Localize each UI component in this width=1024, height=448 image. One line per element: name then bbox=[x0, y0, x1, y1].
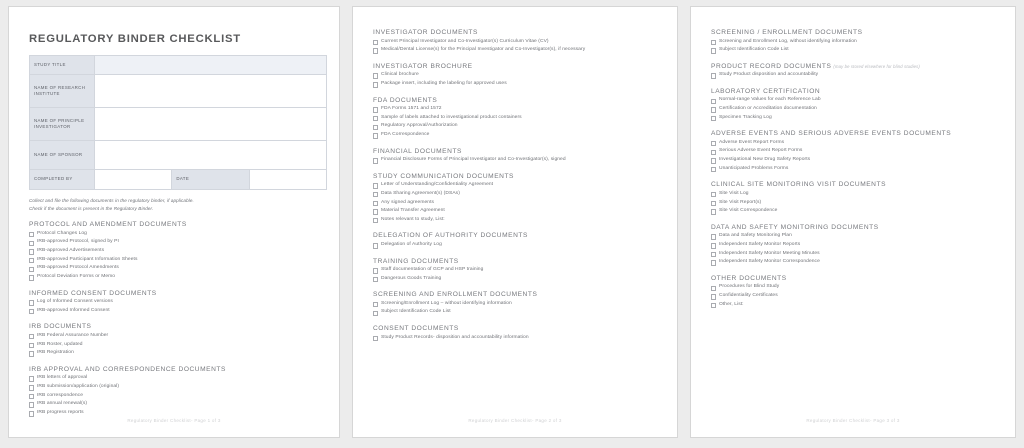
checklist-item[interactable] bbox=[711, 293, 997, 300]
checklist-item[interactable] bbox=[373, 123, 659, 130]
checklist-item[interactable] bbox=[373, 47, 659, 54]
checkbox-icon[interactable] bbox=[373, 209, 378, 214]
checkbox-icon[interactable] bbox=[373, 311, 378, 316]
checklist-item[interactable] bbox=[711, 148, 997, 155]
checklist-item[interactable] bbox=[711, 97, 997, 104]
checklist-item[interactable] bbox=[711, 284, 997, 291]
checkbox-icon[interactable] bbox=[373, 277, 378, 282]
checkbox-icon[interactable] bbox=[29, 402, 34, 407]
table-row-research-institute bbox=[30, 75, 327, 108]
checkbox-icon[interactable] bbox=[711, 167, 716, 172]
label-research-institute: NAME OF RESEARCH INSTITUTE bbox=[30, 75, 95, 108]
checklist-item-label: Independent Safety Monitor Meeting Minutes bbox=[718, 250, 820, 256]
section-heading: ADVERSE EVENTS AND SERIOUS ADVERSE EVENTS DOCUMENTS bbox=[711, 130, 952, 138]
checklist-item[interactable] bbox=[711, 259, 997, 266]
checkbox-icon[interactable] bbox=[29, 232, 34, 237]
checklist-item[interactable] bbox=[711, 302, 997, 309]
checkbox-icon[interactable] bbox=[373, 268, 378, 273]
table-row-study-title bbox=[30, 56, 327, 75]
checklist-section bbox=[711, 63, 997, 79]
checklist-item-label: Independent Safety Monitor Reports bbox=[718, 241, 801, 247]
checklist-item[interactable] bbox=[29, 274, 321, 281]
instructions bbox=[29, 197, 321, 212]
checkbox-icon[interactable] bbox=[711, 73, 716, 78]
checklist-item-label: Medical/Dental License(s) for the Principal Investigator and Co-Investigator(s), if necessary bbox=[380, 47, 586, 53]
section-heading: SCREENING AND ENROLLMENT DOCUMENTS bbox=[373, 291, 538, 299]
checkbox-icon[interactable] bbox=[29, 300, 34, 305]
checkbox-icon[interactable] bbox=[373, 48, 378, 53]
checklist-item-label: Financial Disclosure Forms of Principal Investigator and Co-Investigator(s), signed bbox=[380, 157, 566, 163]
table-row-principal-investigator bbox=[30, 108, 327, 141]
checklist-item-label: IRB progress reports bbox=[36, 409, 84, 415]
checklist-section bbox=[373, 29, 659, 54]
checklist-item-label: Normal-range Values for each Reference Lab bbox=[718, 97, 821, 103]
checkbox-icon[interactable] bbox=[373, 192, 378, 197]
checklist-item-label: Dangerous Goods Training bbox=[380, 275, 442, 281]
section-heading: SCREENING / ENROLLMENT DOCUMENTS bbox=[711, 29, 863, 36]
checklist-item[interactable] bbox=[711, 39, 997, 46]
checklist-section bbox=[29, 221, 321, 280]
checkbox-icon[interactable] bbox=[373, 243, 378, 248]
checklist-section bbox=[711, 130, 997, 172]
checkbox-icon[interactable] bbox=[711, 150, 716, 155]
checklist-item-label: IRB submission/application (original) bbox=[36, 383, 120, 389]
page-3 bbox=[690, 6, 1016, 438]
page-1 bbox=[8, 6, 340, 438]
checkbox-icon[interactable] bbox=[29, 394, 34, 399]
label-principal-investigator: NAME OF PRINCIPLE INVESTIGATOR bbox=[30, 108, 95, 141]
checklist-item[interactable] bbox=[373, 191, 659, 198]
checklist-item-label: Procedures for Blind Study bbox=[718, 284, 780, 290]
section-heading: FDA DOCUMENTS bbox=[373, 96, 438, 104]
field-principal-investigator[interactable] bbox=[95, 108, 327, 141]
checklist-item[interactable] bbox=[373, 115, 659, 122]
checklist-item-label: Unanticipated Problems Forms bbox=[718, 165, 789, 171]
checklist-section bbox=[373, 63, 659, 88]
field-study-title[interactable] bbox=[95, 56, 327, 75]
checklist-item[interactable] bbox=[373, 132, 659, 139]
checklist-item[interactable] bbox=[373, 200, 659, 207]
checkbox-icon[interactable] bbox=[29, 334, 34, 339]
checklist-item[interactable] bbox=[29, 308, 321, 315]
checklist-item-label: Site Visit Log bbox=[718, 190, 749, 196]
checklist-item[interactable] bbox=[711, 200, 997, 207]
checklist-item-label: IRB Federal Assurance Number bbox=[36, 332, 109, 338]
checklist-item-label: Delegation of Authority Log bbox=[380, 241, 442, 247]
section-heading: DATA AND SAFETY MONITORING DOCUMENTS bbox=[711, 223, 879, 231]
checkbox-icon[interactable] bbox=[711, 40, 716, 45]
checkbox-icon[interactable] bbox=[373, 107, 378, 112]
checkbox-icon[interactable] bbox=[711, 209, 716, 214]
section-heading: INVESTIGATOR BROCHURE bbox=[373, 62, 473, 70]
section-heading: FINANCIAL DOCUMENTS bbox=[373, 147, 462, 155]
checkbox-icon[interactable] bbox=[373, 201, 378, 206]
checklist-item[interactable] bbox=[373, 309, 659, 316]
checklist-section bbox=[711, 224, 997, 266]
checklist-item[interactable] bbox=[711, 251, 997, 258]
checklist-item[interactable] bbox=[29, 265, 321, 272]
checklist-item[interactable] bbox=[373, 106, 659, 113]
checkbox-icon[interactable] bbox=[711, 141, 716, 146]
section-heading: INVESTIGATOR DOCUMENTS bbox=[373, 29, 478, 36]
checkbox-icon[interactable] bbox=[711, 294, 716, 299]
checklist-item-label: Certification or Accreditation documentation bbox=[718, 106, 817, 111]
checkbox-icon[interactable] bbox=[711, 201, 716, 206]
checklist-item-label: Site Visit Correspondence bbox=[718, 208, 778, 214]
checklist-item-label: Clinical brochure bbox=[380, 72, 419, 78]
checklist-section bbox=[373, 258, 659, 283]
page-footer-1: Regulatory Binder Checklist- Page 1 of 3 bbox=[127, 418, 221, 423]
checklist-item[interactable] bbox=[373, 39, 659, 46]
section-heading: IRB DOCUMENTS bbox=[29, 323, 92, 331]
checklist-item-label: Protocol Deviation Forms or Memo bbox=[36, 274, 116, 280]
section-heading: IRB APPROVAL AND CORRESPONDENCE DOCUMENTS bbox=[29, 365, 226, 373]
checklist-item-label: Study Product disposition and accountability bbox=[718, 72, 819, 78]
checklist-item-label: FDA Correspondence bbox=[380, 132, 430, 138]
checkbox-icon[interactable] bbox=[29, 411, 34, 416]
checklist-item[interactable] bbox=[373, 242, 659, 249]
checklist-item-label: Subject Identification Code List bbox=[718, 47, 789, 53]
checkbox-icon[interactable] bbox=[373, 133, 378, 138]
checkbox-icon[interactable] bbox=[29, 258, 34, 263]
checklist-item[interactable] bbox=[29, 299, 321, 306]
checklist-item-label: Data Sharing Agreement(s) (DSAs) bbox=[380, 190, 460, 196]
checkbox-icon[interactable] bbox=[373, 125, 378, 130]
label-completed-by: COMPLETED BY bbox=[30, 170, 95, 190]
section-heading: OTHER DOCUMENTS bbox=[711, 274, 787, 282]
checklist-item-label: Any signed agreements bbox=[380, 199, 435, 205]
checklist-item-label: Letter of Understanding/Confidentiality Agreement bbox=[380, 182, 494, 188]
checklist-item[interactable] bbox=[29, 393, 321, 400]
checklist-item[interactable] bbox=[711, 233, 997, 240]
checkbox-icon[interactable] bbox=[711, 252, 716, 257]
checklist-sections-page-1 bbox=[29, 221, 321, 416]
instructions-line-2: Check if the document is present in the Regulatory Binder. bbox=[29, 205, 154, 211]
checkbox-icon[interactable] bbox=[29, 385, 34, 390]
section-heading: LABORATORY CERTIFICATION bbox=[711, 87, 821, 95]
checklist-item-label: Other, List: bbox=[718, 301, 744, 307]
checklist-item[interactable] bbox=[29, 248, 321, 255]
page-title: REGULATORY BINDER CHECKLIST bbox=[29, 33, 241, 45]
checklist-item[interactable] bbox=[711, 208, 997, 215]
checklist-section bbox=[29, 323, 321, 356]
checklist-item-label: IRB-approved Advertisements bbox=[36, 248, 105, 253]
checklist-item[interactable] bbox=[373, 81, 659, 88]
checklist-item[interactable] bbox=[711, 47, 997, 54]
section-heading: CLINICAL SITE MONITORING VISIT DOCUMENTS bbox=[711, 181, 887, 189]
checklist-sections-page-2 bbox=[373, 29, 659, 341]
checklist-item-label: IRB letters of approval bbox=[36, 375, 88, 381]
checkbox-icon[interactable] bbox=[711, 243, 716, 248]
checklist-section bbox=[29, 366, 321, 417]
checklist-item-label: IRB-approved Informed Consent bbox=[36, 307, 110, 313]
checkbox-icon[interactable] bbox=[711, 116, 716, 121]
checkbox-icon[interactable] bbox=[373, 218, 378, 223]
field-sponsor[interactable] bbox=[95, 141, 327, 170]
checkbox-icon[interactable] bbox=[373, 158, 378, 163]
page-footer-2: Regulatory Binder Checklist- Page 2 of 3 bbox=[468, 418, 562, 423]
checklist-item[interactable] bbox=[711, 115, 997, 122]
checklist-section bbox=[373, 148, 659, 164]
checklist-item-label: Regulatory Approval/Authorization bbox=[380, 123, 458, 129]
checklist-item[interactable] bbox=[711, 157, 997, 164]
checklist-item[interactable] bbox=[29, 401, 321, 408]
checkbox-icon[interactable] bbox=[29, 309, 34, 314]
checklist-item[interactable] bbox=[711, 242, 997, 249]
checklist-section bbox=[373, 325, 659, 341]
checklist-item-label: Material Transfer Agreement bbox=[380, 208, 445, 214]
checklist-item-label: Data and Safety Monitoring Plan bbox=[718, 233, 792, 239]
checklist-item-label: Adverse Event Report Forms bbox=[718, 139, 785, 145]
checklist-item[interactable] bbox=[29, 384, 321, 391]
checklist-item[interactable] bbox=[711, 72, 997, 79]
table-row-completed-by bbox=[30, 170, 327, 190]
checklist-item[interactable] bbox=[373, 267, 659, 274]
checklist-item-label: Study Product Records- disposition and accountability information bbox=[380, 334, 529, 340]
checkbox-icon[interactable] bbox=[711, 286, 716, 291]
checklist-item-label: FDA Forms 1571 and 1572 bbox=[380, 106, 442, 111]
checklist-item[interactable] bbox=[373, 335, 659, 342]
section-heading-note: (may be stored elsewhere for blind studies) bbox=[833, 63, 920, 69]
checklist-section bbox=[711, 275, 997, 308]
checklist-section bbox=[711, 181, 997, 214]
study-info-table bbox=[29, 55, 327, 190]
checklist-section bbox=[711, 88, 997, 121]
checklist-item[interactable] bbox=[29, 257, 321, 264]
page-1-content bbox=[29, 33, 321, 415]
checklist-item-label: IRB annual renewal(s) bbox=[36, 401, 88, 407]
checkbox-icon[interactable] bbox=[29, 376, 34, 381]
section-heading: TRAINING DOCUMENTS bbox=[373, 257, 459, 265]
checklist-item[interactable] bbox=[373, 157, 659, 164]
checkbox-icon[interactable] bbox=[29, 267, 34, 272]
checklist-item[interactable] bbox=[29, 375, 321, 382]
checklist-section bbox=[29, 290, 321, 315]
checklist-item[interactable] bbox=[29, 410, 321, 417]
checkbox-icon[interactable] bbox=[29, 241, 34, 246]
checklist-item-label: Independent Safety Monitor Correspondence bbox=[718, 259, 820, 265]
page-3-content bbox=[711, 29, 997, 401]
checklist-item-label: IRB Registration bbox=[36, 350, 74, 356]
checklist-item[interactable] bbox=[29, 239, 321, 246]
checklist-section bbox=[373, 232, 659, 248]
section-heading: PRODUCT RECORD DOCUMENTS (may be stored elsewhere for blind studies) bbox=[711, 62, 920, 70]
checklist-item-label: Log of Informed Consent versions bbox=[36, 299, 113, 305]
checklist-item[interactable] bbox=[373, 72, 659, 79]
checklist-item-label: Investigational New Drug Safety Reports bbox=[718, 157, 811, 163]
section-heading: CONSENT DOCUMENTS bbox=[373, 325, 459, 333]
checklist-item[interactable] bbox=[29, 350, 321, 357]
checklist-section bbox=[711, 29, 997, 54]
page-footer-3: Regulatory Binder Checklist- Page 3 of 3 bbox=[806, 418, 900, 423]
checklist-sections-page-3 bbox=[711, 29, 997, 308]
label-date: DATE bbox=[172, 170, 249, 190]
page-2-content bbox=[373, 29, 659, 401]
checklist-section bbox=[373, 291, 659, 316]
checklist-item[interactable] bbox=[711, 191, 997, 198]
checklist-item-label: IRB-approved Participant Information Sheets bbox=[36, 256, 138, 262]
checkbox-icon[interactable] bbox=[373, 40, 378, 45]
checkbox-icon[interactable] bbox=[29, 249, 34, 254]
checkbox-icon[interactable] bbox=[373, 183, 378, 188]
section-heading: STUDY COMMUNICATION DOCUMENTS bbox=[373, 172, 514, 180]
instructions-line-1: Collect and file the following documents in the regulatory binder, if applicable. bbox=[29, 198, 194, 203]
page-2 bbox=[352, 6, 678, 438]
checkbox-icon[interactable] bbox=[29, 343, 34, 348]
checklist-item-label: IRB-approved Protocol, signed by PI bbox=[36, 239, 119, 245]
checkbox-icon[interactable] bbox=[711, 99, 716, 104]
checkbox-icon[interactable] bbox=[711, 158, 716, 163]
checklist-item-label: Staff documentation of GCP and HSP training bbox=[380, 267, 484, 273]
checkbox-icon[interactable] bbox=[711, 107, 716, 112]
checklist-item-label: Screening and Enrollment Log, without identifying information bbox=[718, 38, 857, 44]
checklist-item-label: Subject Identification Code List bbox=[380, 309, 451, 315]
checklist-item[interactable] bbox=[29, 333, 321, 340]
checklist-item[interactable] bbox=[29, 231, 321, 238]
checklist-item-label: Protocol Changes Log bbox=[36, 230, 87, 236]
section-heading: DELEGATION OF AUTHORITY DOCUMENTS bbox=[373, 232, 528, 240]
checklist-item[interactable] bbox=[711, 166, 997, 173]
checklist-item-label: Notes relevant to study, List: bbox=[380, 216, 445, 222]
checkbox-icon[interactable] bbox=[711, 260, 716, 265]
checkbox-icon[interactable] bbox=[373, 82, 378, 87]
field-completed-by[interactable] bbox=[95, 170, 172, 190]
checklist-item-label: IRB-approved Protocol Amendments bbox=[36, 265, 119, 271]
checkbox-icon[interactable] bbox=[373, 336, 378, 341]
field-research-institute[interactable] bbox=[95, 75, 327, 108]
section-heading: PROTOCOL AND AMENDMENT DOCUMENTS bbox=[29, 221, 187, 229]
checkbox-icon[interactable] bbox=[373, 116, 378, 121]
checkbox-icon[interactable] bbox=[711, 303, 716, 308]
checklist-item-label: Current Principal Investigator and Co-Investigator(s) Curriculum Vitae (CV) bbox=[380, 38, 549, 44]
section-heading: INFORMED CONSENT DOCUMENTS bbox=[29, 289, 157, 297]
checklist-item-label: Screening/Enrollment Log – without identifying information bbox=[380, 300, 512, 306]
checklist-item[interactable] bbox=[373, 276, 659, 283]
checklist-item-label: Serious Adverse Event Report Forms bbox=[718, 148, 803, 154]
checklist-item[interactable] bbox=[373, 208, 659, 215]
checklist-item-label: IRB correspondence bbox=[36, 392, 84, 398]
checkbox-icon[interactable] bbox=[711, 48, 716, 53]
checkbox-icon[interactable] bbox=[711, 192, 716, 197]
label-study-title: STUDY TITLE bbox=[30, 56, 95, 75]
checklist-item[interactable] bbox=[373, 182, 659, 189]
checklist-item-label: Specimen Tracking Log bbox=[718, 114, 772, 120]
checklist-item[interactable] bbox=[29, 342, 321, 349]
checklist-item[interactable] bbox=[711, 106, 997, 113]
checkbox-icon[interactable] bbox=[711, 234, 716, 239]
checklist-item[interactable] bbox=[711, 140, 997, 147]
checkbox-icon[interactable] bbox=[29, 351, 34, 356]
checklist-item-label: Package insert, including the labeling for approved uses bbox=[380, 80, 507, 86]
checklist-item[interactable] bbox=[373, 301, 659, 308]
checkbox-icon[interactable] bbox=[29, 275, 34, 280]
label-sponsor: NAME OF SPONSOR bbox=[30, 141, 95, 170]
checkbox-icon[interactable] bbox=[373, 302, 378, 307]
checkbox-icon[interactable] bbox=[373, 73, 378, 78]
checklist-item-label: Site Visit Report(s) bbox=[718, 199, 762, 205]
checklist-item-label: Sample of labels attached to investigational product containers bbox=[380, 114, 522, 120]
field-date[interactable] bbox=[249, 170, 326, 190]
checklist-section bbox=[373, 97, 659, 139]
checklist-section bbox=[373, 173, 659, 224]
checklist-item-label: Confidentiality Certificates bbox=[718, 293, 778, 299]
table-row-sponsor bbox=[30, 141, 327, 170]
checklist-item[interactable] bbox=[373, 217, 659, 224]
checklist-item-label: IRB Roster, updated bbox=[36, 341, 83, 347]
